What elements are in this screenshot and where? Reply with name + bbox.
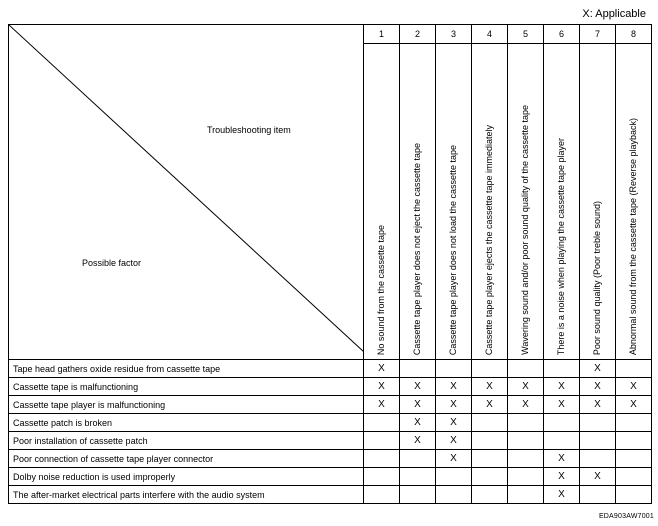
item-label-4: Cassette tape player ejects the cassette tape immediately <box>484 124 494 355</box>
applicable-mark <box>400 360 436 378</box>
applicable-mark <box>544 360 580 378</box>
item-number-3: 3 <box>436 25 472 44</box>
applicable-mark: X <box>580 360 616 378</box>
possible-factor-label: Possible factor <box>82 258 142 268</box>
applicable-mark: X <box>400 432 436 450</box>
applicable-mark <box>472 432 508 450</box>
applicable-mark <box>436 486 472 504</box>
applicable-mark <box>580 414 616 432</box>
applicable-mark: X <box>580 468 616 486</box>
applicable-mark <box>364 414 400 432</box>
legend: X: Applicable <box>582 8 646 20</box>
item-label-cell-3 <box>436 44 472 360</box>
item-label-6: There is a noise when playing the cassette tape player <box>556 137 566 355</box>
applicable-mark <box>364 450 400 468</box>
applicable-mark <box>580 450 616 468</box>
item-label-cell-2 <box>400 44 436 360</box>
applicable-mark: X <box>436 378 472 396</box>
applicable-mark: X <box>544 378 580 396</box>
factor-label: Dolby noise reduction is used improperly <box>9 468 364 486</box>
factor-label: Poor installation of cassette patch <box>9 432 364 450</box>
applicable-mark <box>616 468 652 486</box>
applicable-mark: X <box>436 396 472 414</box>
factor-label: Tape head gathers oxide residue from cassette tape <box>9 360 364 378</box>
item-number-8: 8 <box>616 25 652 44</box>
applicable-mark <box>436 468 472 486</box>
applicable-mark <box>508 432 544 450</box>
table-row <box>9 396 652 414</box>
applicable-mark: X <box>364 378 400 396</box>
diagonal-divider <box>9 25 364 352</box>
applicable-mark <box>508 414 544 432</box>
table-row <box>9 360 652 378</box>
applicable-mark <box>616 432 652 450</box>
applicable-mark <box>472 468 508 486</box>
applicable-mark: X <box>544 486 580 504</box>
applicable-mark: X <box>544 468 580 486</box>
table-row <box>9 378 652 396</box>
item-label-5: Wavering sound and/or poor sound quality of the cassette tape <box>520 105 530 355</box>
applicable-mark <box>364 432 400 450</box>
applicable-mark: X <box>400 396 436 414</box>
applicable-mark: X <box>508 396 544 414</box>
applicable-mark: X <box>472 396 508 414</box>
troubleshooting-table <box>8 24 652 504</box>
item-label-cell-8 <box>616 44 652 360</box>
item-label-cell-4 <box>472 44 508 360</box>
applicable-mark: X <box>400 378 436 396</box>
applicable-mark: X <box>580 378 616 396</box>
applicable-mark <box>400 450 436 468</box>
applicable-mark <box>472 450 508 468</box>
applicable-mark: X <box>544 396 580 414</box>
item-number-5: 5 <box>508 25 544 44</box>
factor-label: Cassette tape is malfunctioning <box>9 378 364 396</box>
applicable-mark <box>580 486 616 504</box>
applicable-mark: X <box>616 396 652 414</box>
applicable-mark <box>616 486 652 504</box>
applicable-mark <box>616 360 652 378</box>
applicable-mark <box>508 450 544 468</box>
applicable-mark <box>508 468 544 486</box>
item-label-1: No sound from the cassette tape <box>376 224 386 355</box>
table-row <box>9 486 652 504</box>
applicable-mark <box>544 414 580 432</box>
applicable-mark: X <box>364 396 400 414</box>
applicable-mark <box>508 486 544 504</box>
footer-code: EDA903AW7001 <box>598 513 654 520</box>
applicable-mark: X <box>400 414 436 432</box>
troubleshooting-item-label: Troubleshooting item <box>207 125 291 135</box>
item-number-1: 1 <box>364 25 400 44</box>
factor-label: Cassette tape player is malfunctioning <box>9 396 364 414</box>
item-label-8: Abnormal sound from the cassette tape (Reverse playback) <box>628 117 638 355</box>
table-row <box>9 450 652 468</box>
item-label-3: Cassette tape player does not load the cassette tape <box>448 144 458 355</box>
applicable-mark <box>472 414 508 432</box>
applicable-mark <box>616 414 652 432</box>
applicable-mark <box>580 432 616 450</box>
item-label-cell-1 <box>364 44 400 360</box>
applicable-mark <box>508 360 544 378</box>
applicable-mark: X <box>436 450 472 468</box>
applicable-mark: X <box>544 450 580 468</box>
applicable-mark <box>544 432 580 450</box>
item-label-7: Poor sound quality (Poor treble sound) <box>592 200 602 355</box>
applicable-mark: X <box>508 378 544 396</box>
item-number-7: 7 <box>580 25 616 44</box>
applicable-mark: X <box>364 360 400 378</box>
applicable-mark: X <box>436 414 472 432</box>
table-row <box>9 432 652 450</box>
applicable-mark: X <box>436 432 472 450</box>
factor-label: Poor connection of cassette tape player connector <box>9 450 364 468</box>
applicable-mark: X <box>580 396 616 414</box>
table-row <box>9 468 652 486</box>
applicable-mark <box>616 450 652 468</box>
item-label-2: Cassette tape player does not eject the cassette tape <box>412 142 422 355</box>
item-number-4: 4 <box>472 25 508 44</box>
item-number-6: 6 <box>544 25 580 44</box>
applicable-mark <box>436 360 472 378</box>
corner-header-cell <box>9 25 364 360</box>
item-label-cell-7 <box>580 44 616 360</box>
factor-label: The after-market electrical parts interfere with the audio system <box>9 486 364 504</box>
item-number-2: 2 <box>400 25 436 44</box>
applicable-mark <box>400 468 436 486</box>
applicable-mark <box>364 468 400 486</box>
factor-label: Cassette patch is broken <box>9 414 364 432</box>
item-label-cell-5 <box>508 44 544 360</box>
table-row <box>9 414 652 432</box>
applicable-mark <box>472 360 508 378</box>
applicable-mark <box>472 486 508 504</box>
item-label-cell-6 <box>544 44 580 360</box>
applicable-mark: X <box>616 378 652 396</box>
applicable-mark: X <box>472 378 508 396</box>
applicable-mark <box>364 486 400 504</box>
applicable-mark <box>400 486 436 504</box>
